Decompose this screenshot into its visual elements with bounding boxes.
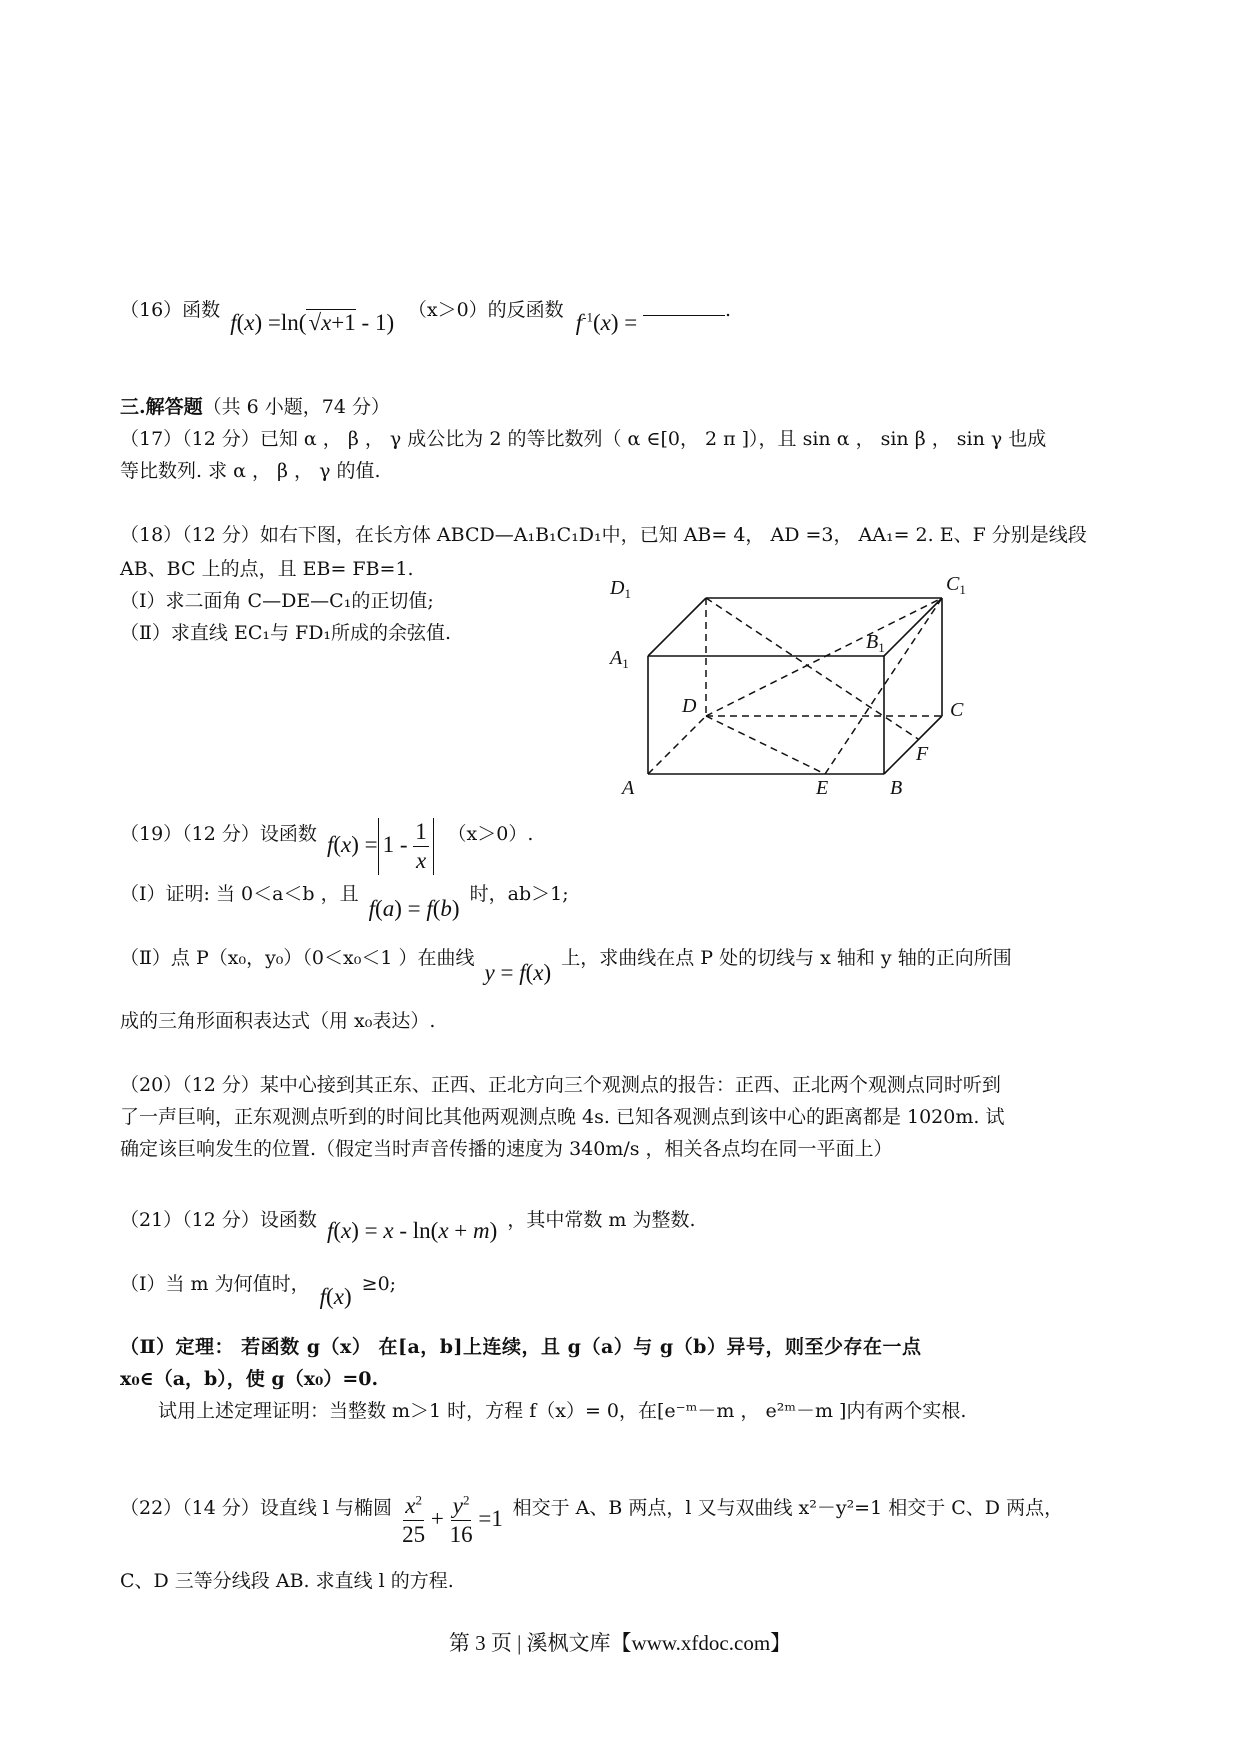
edge-B1C1 [884,598,942,656]
q16-answer-blank[interactable] [643,297,725,316]
q21-function-formula: f(x) = x - ln(x + m) [326,1218,498,1243]
label-A1: $A_1$ [610,647,629,671]
label-A: A [622,777,635,799]
q20-line1: （20）（12 分）某中心接到其正东、正西、正北方向三个观测点的报告：正西、正北两个观测点同时听到 [120,1074,1001,1096]
segment-DC1 [706,598,942,716]
q18-line2: AB、BC 上的点，且 EB= FB=1. [120,558,414,580]
q20-line3: 确定该巨响发生的位置.（假定当时声音传播的速度为 340m/s ，相关各点均在同一平面上） [120,1138,893,1160]
edge-BC [884,716,942,774]
label-C1: $C_1$ [946,573,966,597]
q18-part1: （Ⅰ）求二面角 C—DE—C₁的正切值; [120,590,434,612]
label-D: D [682,695,697,717]
q19-condition: （x＞0）. [447,822,534,845]
q19-line [120,806,534,873]
q19-part2: （Ⅱ）点 P（x₀，y₀）（0＜x₀＜1 ）在曲线 y = f(x) 上，求曲线在点 P 处的切线与 x 轴和 y 轴的正向所围 [120,947,1012,985]
q19-part1-equation: f(a) = f(b) [368,896,460,921]
label-B: B [890,777,903,799]
section3-heading [120,394,390,420]
q22-line: （22）（14 分）设直线 l 与椭圆 $\frac{x^2}{25}$ + $\frac{y^2}{16}$ =1 相交于 A、B 两点，l 又与双曲线 x²－y²=1 相交于 C、D 两点， [120,1492,1064,1547]
q18-part2: （Ⅱ）求直线 EC₁与 FD₁所成的余弦值. [120,622,452,644]
label-F: F [916,743,929,765]
q22-ellipse-formula: $\frac{x^2}{25}$ + $\frac{y^2}{16}$ =1 [402,1492,509,1547]
page-footer: 第 3 页 | 溪枫文库【www.xfdoc.com】 [448,1631,792,1655]
q16-inverse-formula: $f^{-1}(x)$ = [575,309,643,335]
q20-line2: 了一声巨响，正东观测点听到的时间比其他两观测点晚 4s. 已知各观测点到该中心的距离都是 1020m. 试 [120,1106,1005,1128]
q19-prefix: （19）（12 分）设函数 [120,822,317,845]
cuboid-figure [600,560,980,800]
label-C: C [950,699,964,721]
q19-part1: （Ⅰ）证明: 当 0＜a＜b ，且 f(a) = f(b) 时，ab＞1; [120,883,569,921]
q18-line1: （18）（12 分）如右下图，在长方体 ABCD—A₁B₁C₁D₁中，已知 AB= 4， AD =3， AA₁= 2. E、F 分别是线段 [120,524,1087,546]
hidden-edge-AD [648,716,706,774]
q21-line: （21）（12 分）设函数 f(x) = x - ln(x + m) ，其中常数 m 为整数. [120,1209,696,1243]
q16-condition: （x＞0）的反函数 [407,299,564,321]
label-E: E [816,777,829,799]
q21-theorem-line1: （Ⅱ）定理： 若函数 g（x） 在[a，b]上连续，且 g（a）与 g（b）异号，则至少存在一点 [120,1336,922,1358]
q21-theorem-line2: x₀∈（a，b），使 g（x₀）=0. [120,1368,379,1390]
label-D1: $D_1$ [610,577,631,601]
section3-note: （共 6 小题，74 分） [202,396,391,418]
q16-line: （16）函数 f(x) =ln(√x+1 - 1) （x＞0）的反函数 $f^{-1}(x)$ = . [120,299,732,335]
q17-line2: 等比数列. 求 α ， β ， γ 的值. [120,460,381,482]
segment-FD1 [706,598,918,739]
q22-line2: C、D 三等分线段 AB. 求直线 l 的方程. [120,1570,454,1592]
q19-part2-equation: y = f(x) [484,960,552,985]
q16-prefix: （16）函数 [120,299,221,321]
q21-part1: （Ⅰ）当 m 为何值时， f(x) ≥0; [120,1273,397,1309]
q17-line1: （17）（12 分）已知 α ， β ， γ 成公比为 2 的等比数列（ α ∈[0， 2 π ]），且 sin α ， sin β ， sin γ 也成 [120,428,1047,450]
section3-title: 三.解答题 [120,396,203,418]
q19-part2-line2: 成的三角形面积表达式（用 x₀表达）. [120,1010,436,1032]
q19-function-formula: f(x) = 1 - $\frac{1}{x}$ [327,832,440,857]
edge-A1D1 [648,598,706,656]
q16-function-formula: f(x) =ln(√x+1 - 1) [230,310,400,335]
label-B1: $B_1$ [866,631,885,655]
q21-part1-formula: f(x) [319,1284,352,1309]
segment-DE [706,716,825,774]
q21-part2-task: 试用上述定理证明：当整数 m＞1 时，方程 f（x）= 0，在[e⁻ᵐ－m ， e²ᵐ－m ]内有两个实根. [158,1400,967,1422]
